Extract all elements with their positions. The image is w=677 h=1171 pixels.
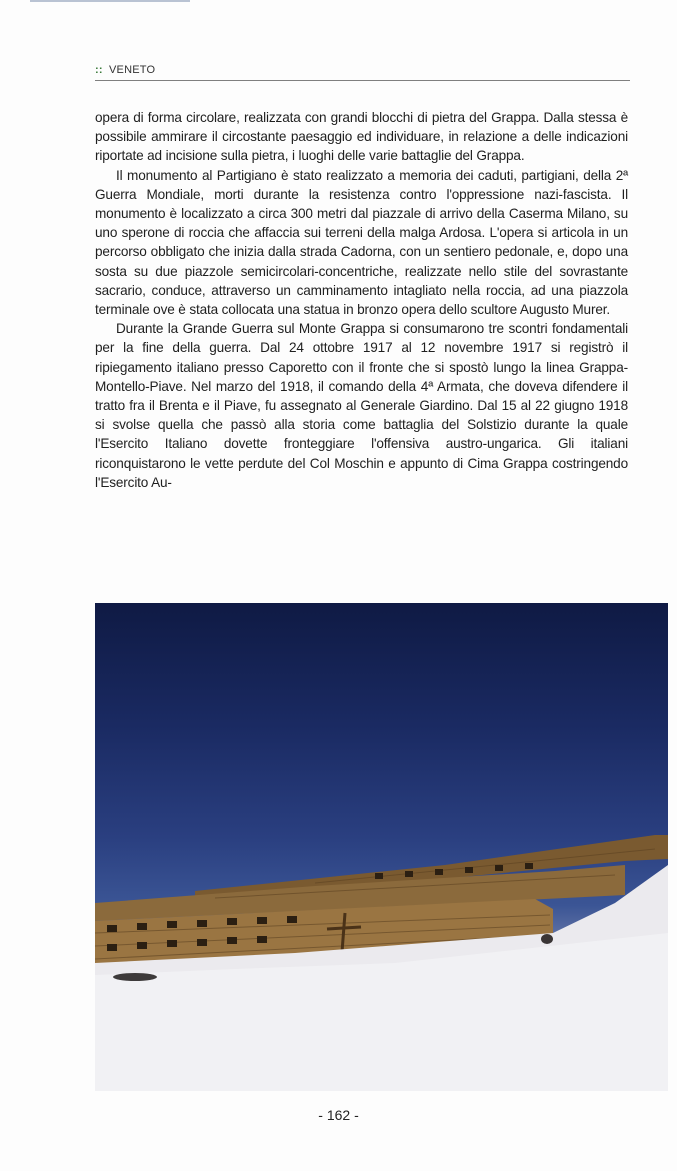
running-header — [95, 64, 630, 76]
header-dots: :: — [95, 64, 103, 76]
paragraph: Durante la Grande Guerra sul Monte Grappa si consumarono tre scontri fondamentali per la fine della guerra. Dal 24 ottobre 1917 al 12 novembre 1917 si registrò il ripiegamento italiano presso Caporetto con il fronte che si spostò lungo la linea Grappa-Montello-Piave. Nel marzo del 1918, il comando della 4ª Armata, che doveva difendere il tratto fra il Brenta e il Piave, fu assegnato al Generale Giardino. Dal 15 al 22 giugno 1918 si svolse quella che passò alla storia come battaglia del Solstizio durante la quale l'Esercito Italiano dovette fronteggiare l'offensiva austro-ungarica. Gli italiani riconquistarono le vette perdute del Col Moschin e appunto di Cima Grappa costringendo l'Esercito Au- — [95, 321, 628, 490]
top-decorative-rule — [30, 0, 190, 2]
paragraph: opera di forma circolare, realizzata con grandi blocchi di pietra del Grappa. Dalla stessa è possibile ammirare il circostante paesaggio ed individuare, in relazione a delle indicazioni riportate ad incisione sulla pietra, i luoghi delle varie battaglie del Grappa. — [95, 110, 628, 164]
page-number: - 162 - — [318, 1107, 359, 1123]
body-text — [95, 108, 628, 492]
paragraph: Il monumento al Partigiano è stato realizzato a memoria dei caduti, partigiani, della 2ª Guerra Mondiale, morti durante la resistenza contro l'oppressione nazi-fascista. Il monumento è localizzato a circa 300 metri dal piazzale di arrivo della Caserma Milano, su uno sperone di roccia che affaccia sui terreni della malga Ardosa. L'opera si articola in un percorso obbligato che inizia dalla strada Cadorna, con un sentiero pedonale, e, dopo una sosta su due piazzole semicircolari-concentriche, realizzate nello stile del sovrastante sacrario, conduce, attraverso un camminamento intagliato nella roccia, ad una piazzola terminale ove è stata collocata una statua in bronzo opera dello scultore Augusto Murer. — [95, 167, 628, 318]
photo-illustration — [95, 603, 668, 1091]
sacrario-photo — [95, 603, 668, 1091]
rock-shadow — [113, 973, 157, 981]
header-rule — [95, 80, 630, 81]
section-title: VENETO — [109, 64, 156, 76]
